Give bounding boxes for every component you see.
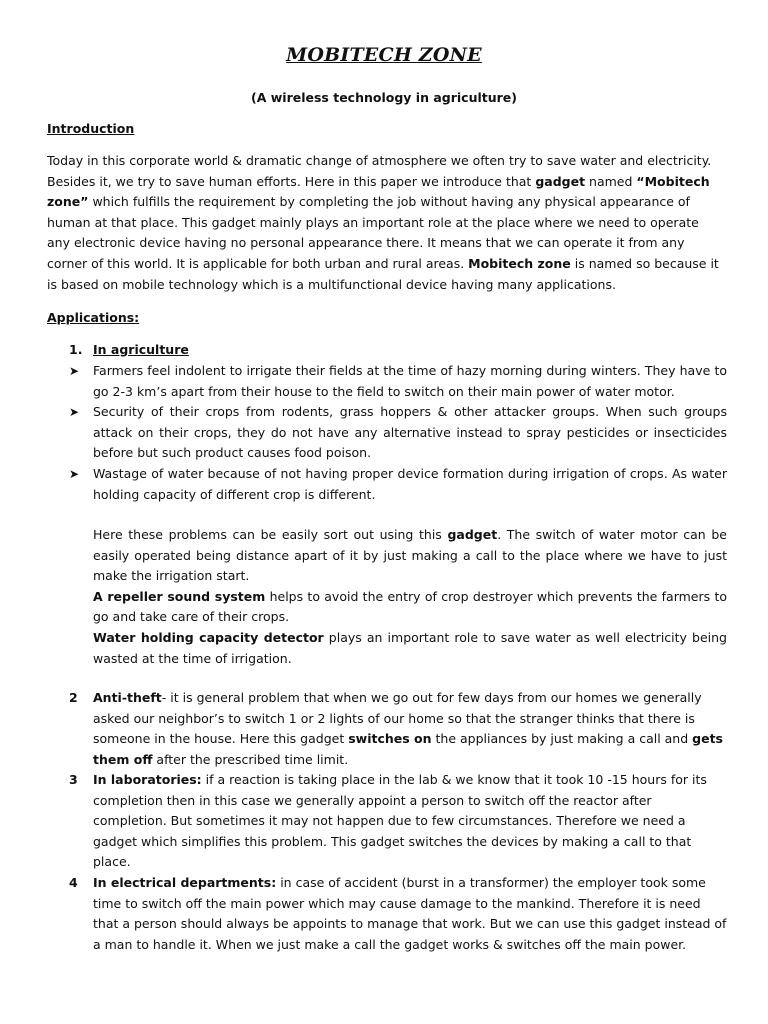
applications-heading: Applications: [47,310,140,325]
application-item-3 [47,770,727,873]
intro-line-7: is based on mobile technology which is a multifunctional device having many applications. [47,276,616,292]
intro-line-6a: corner of this world. It is applicable for both urban and rural areas. [47,255,469,271]
intro-line-2b: named [585,173,637,189]
intro-line-1: Today in this corporate world & dramatic change of atmosphere we often try to save water and electricity. [47,153,712,168]
list-item [47,402,727,464]
item-2-switches-on-bold: switches on [348,731,432,747]
application-item-1 [47,340,727,361]
solution-gadget-bold: gadget [447,527,498,542]
item-2-text-c: the appliances by just making a call and [431,731,693,747]
arrow-bullet-icon: ➤ [69,466,80,481]
detector-bold: Water holding capacity detector [93,629,324,645]
repeller-bold: A repeller sound system [93,588,266,604]
item-3-heading: In laboratories: [93,772,202,787]
repeller-text: helps to avoid the entry of crop destroyer which prevents the farmers to go and take care of their crops. [93,588,727,625]
agriculture-bullet-list [47,361,727,505]
arrow-bullet-icon: ➤ [69,405,80,420]
item-3-text: if a reaction is taking place in the lab & we know that it took 10 -15 hours for its completion then in this case we generally appoint a person to switch off the reactor after completion. But sometimes it may not happen due to few circumstances. Therefore we need a gadget which simplifies this problem. This gadget switches the devices by making a call to that place. [93,772,707,870]
bullet-text: Farmers feel indolent to irrigate their fields at the time of hazy morning during winters. They have to go 2-3 km’s apart from their house to the field to switch on their main power of water motor. [93,363,727,399]
item-3-number: 3 [69,772,78,787]
intro-line-4: human at that place. This gadget mainly plays an important role at the place where we need to operate [47,214,699,230]
item-4-text: in case of accident (burst in a transformer) the employer took some time to switch off the main power which may cause damage to the mankind. Therefore it is need that a person should always be appoints to manage that work. But we can use this gadget instead of a man to handle it. When we just make a call the gadget works & switches off the main power. [93,875,727,952]
detector-text: plays an important role to save water as well electricity being wasted at the time of irrigation. [93,629,727,666]
agriculture-solution-paragraph [93,525,727,669]
application-item-4 [47,873,727,955]
list-item [47,464,727,505]
solution-text-a: Here these problems can be easily sort out using this [93,527,448,542]
intro-mobitech-bold-2: Mobitech zone [468,255,571,271]
introduction-heading: Introduction [47,121,135,136]
application-item-2 [47,688,727,770]
intro-line-3: which fulfills the requirement by completing the job without having any physical appearance of [88,194,690,210]
item-1-heading: In agriculture [93,342,189,357]
intro-line-6b: is named so because it [570,255,719,271]
item-4-heading: In electrical departments: [93,875,277,890]
intro-line-2a: Besides it, we try to save human efforts. Here in this paper we introduce that [47,173,536,189]
item-2-text-e: after the prescribed time limit. [152,751,349,767]
item-2-gets-off-bold: gets them off [93,731,723,767]
solution-text-c: . The switch of water motor can be easily operated being distance apart of it by just making a call to the place where we have to just make the irrigation start. [93,527,727,584]
document-title: MOBITECH ZONE [286,44,482,66]
bullet-text: Security of their crops from rodents, grass hoppers & other attacker groups. When such groups attack on their crops, they do not have any alternative instead to spray pesticides or insecticides before but such product causes food poison. [93,404,727,461]
intro-mobitech-bold-1: “Mobitech [636,173,710,189]
intro-zone-bold: zone” [47,194,89,210]
item-2-text-a: - it is general problem that when we go out for few days from our homes we generally asked our neighbor’s to switch 1 or 2 lights of our home so that the stranger thinks that there is someone in the house. Here this gadget [93,690,702,747]
document-subtitle: (A wireless technology in agriculture) [251,90,517,105]
bullet-text: Wastage of water because of not having proper device formation during irrigation of crops. As water holding capacity of different crop is different. [93,465,727,502]
item-2-number: 2 [69,690,78,705]
list-item [47,361,727,402]
item-4-number: 4 [69,875,78,890]
item-2-heading: Anti-theft [93,690,162,705]
introduction-paragraph [47,151,727,295]
intro-line-5: any electronic device having no personal appearance there. It means that we can operate it from any [47,235,685,251]
item-1-number: 1. [69,342,83,357]
arrow-bullet-icon: ➤ [69,364,80,378]
intro-gadget-bold: gadget [535,173,586,189]
